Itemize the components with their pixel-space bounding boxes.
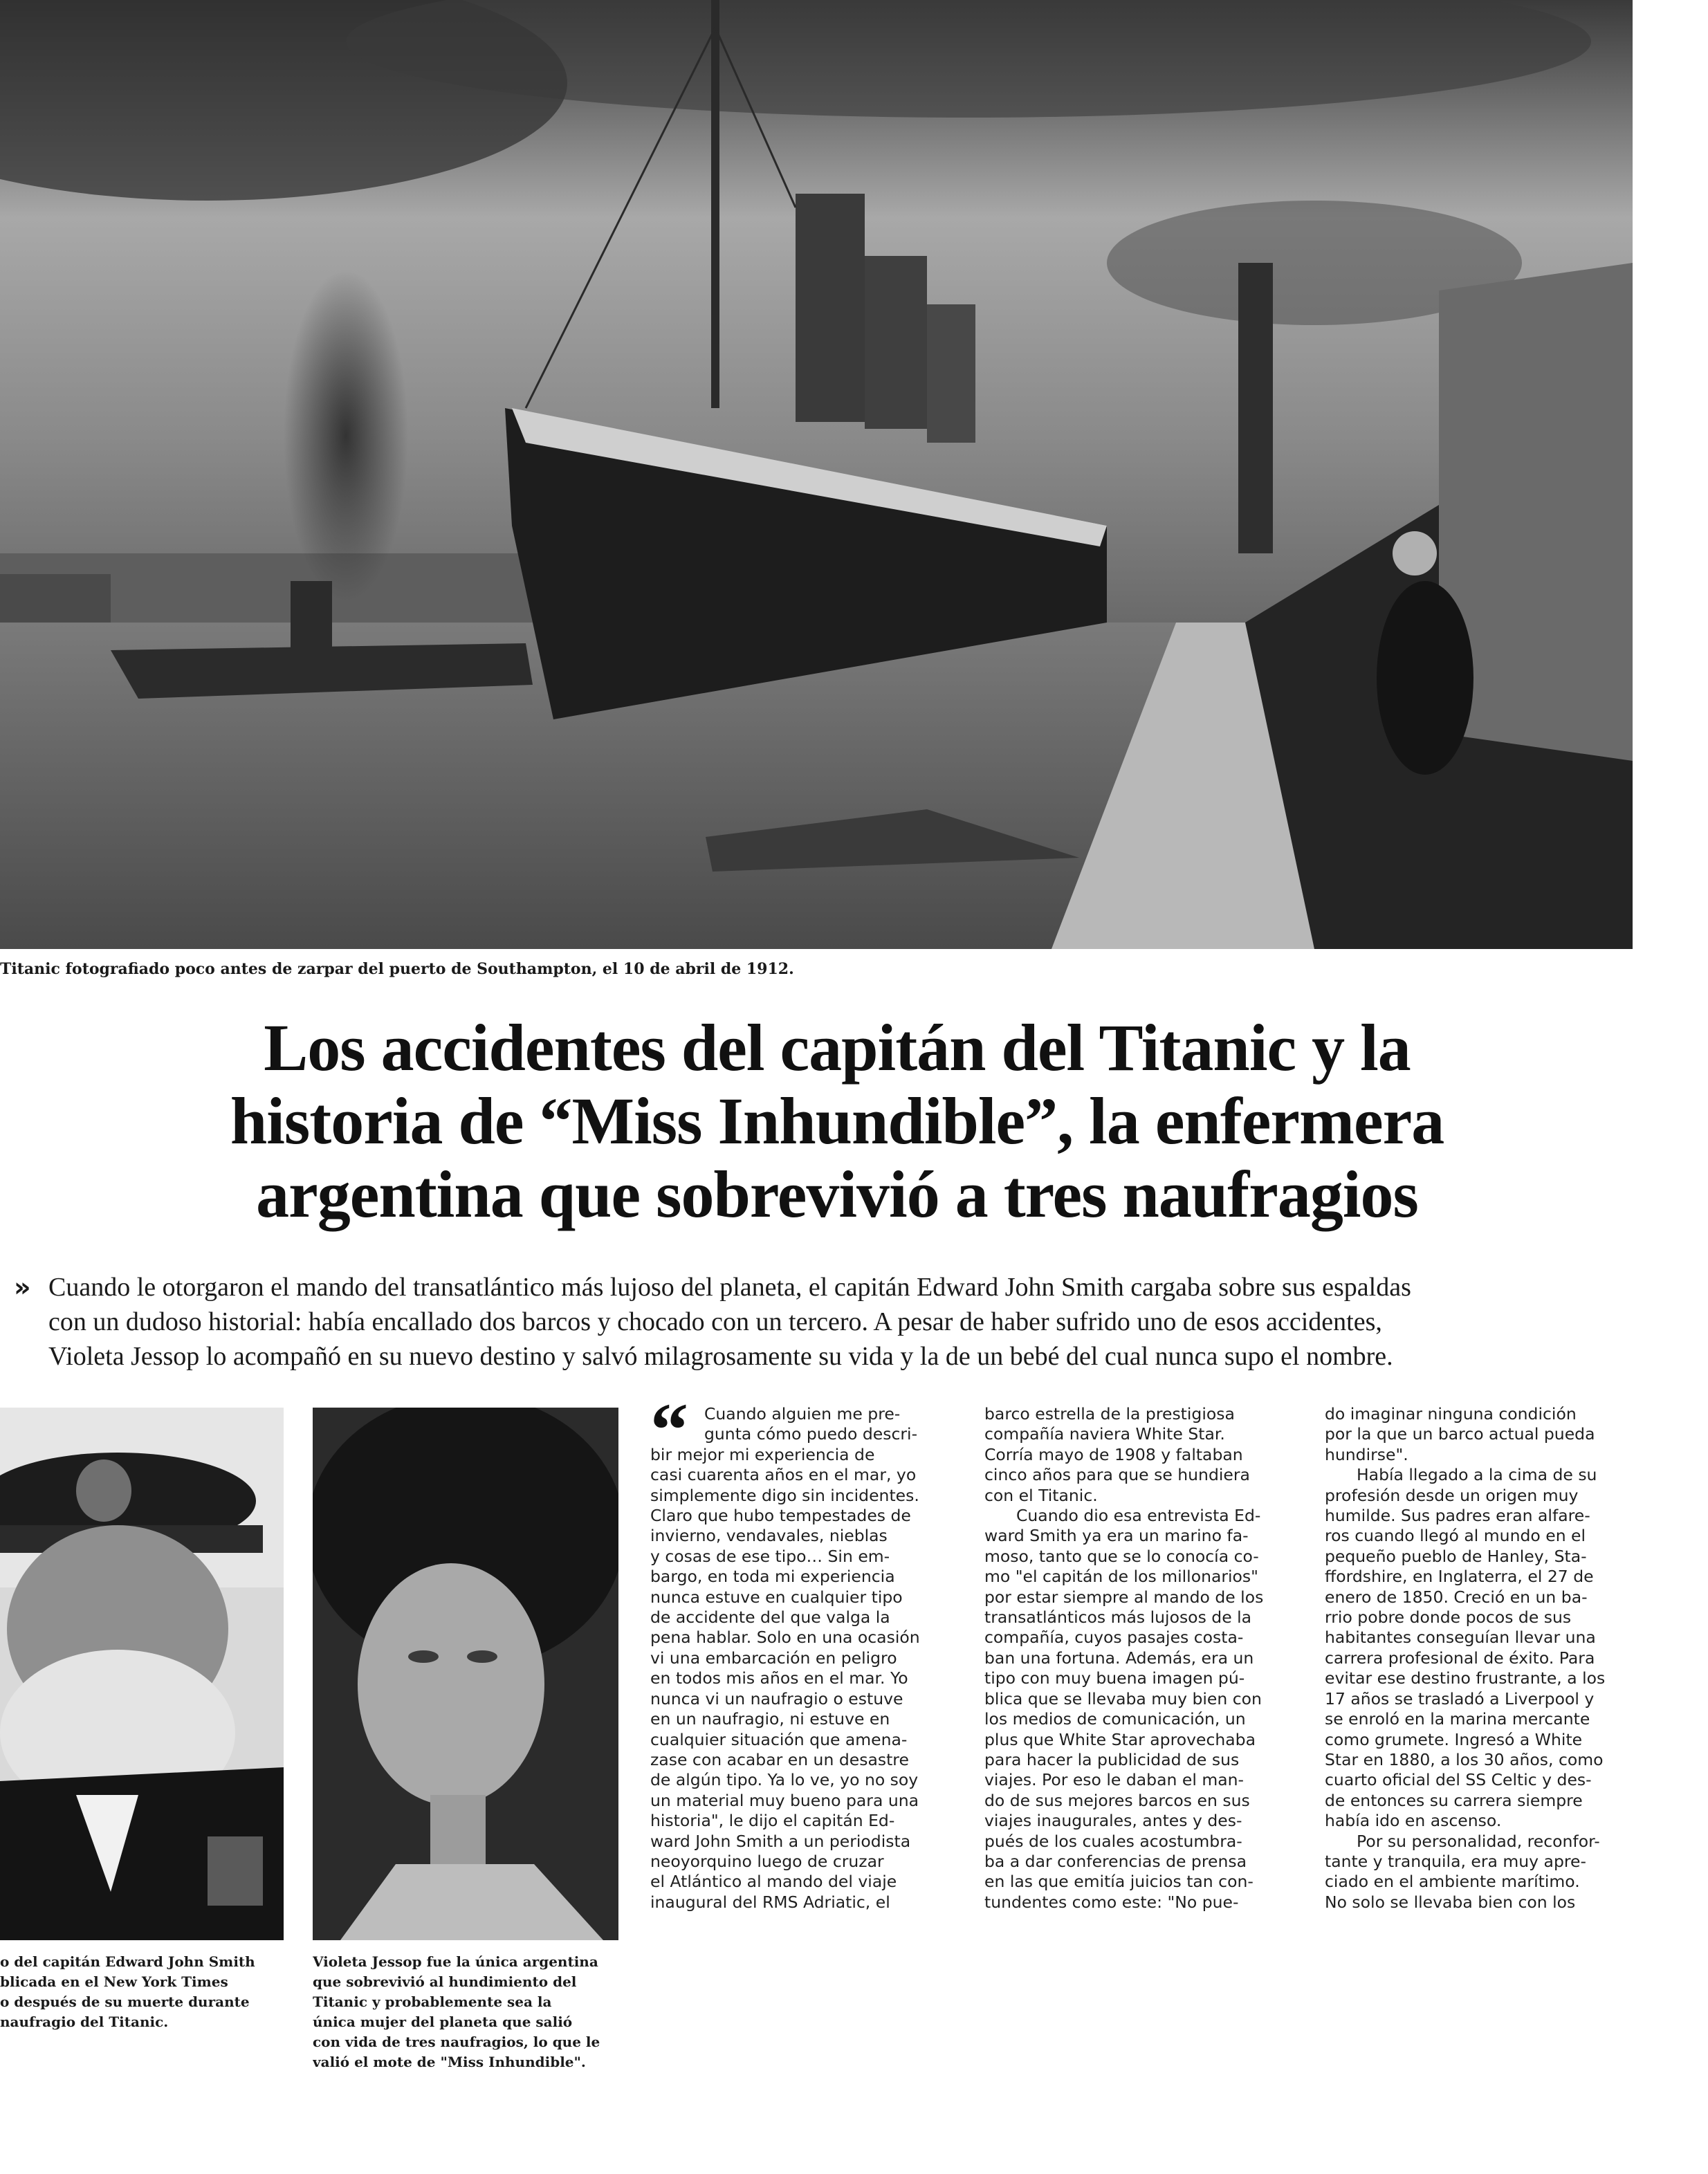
opening-quote-icon: “ [650, 1388, 688, 1472]
caption-smith-line: naufragio del Titanic. [0, 2014, 169, 2030]
body-line: con el Titanic. [984, 1485, 1098, 1505]
body-line: viajes. Por eso le daban el man- [984, 1770, 1244, 1790]
body-line: do de sus mejores barcos en sus [984, 1790, 1250, 1810]
body-line: como grumete. Ingresó a White [1325, 1729, 1583, 1749]
body-line: bir mejor mi experiencia de [650, 1444, 875, 1464]
body-line: neoyorquino luego de cruzar [650, 1851, 884, 1871]
body-line: cinco años para que se hundiera [984, 1465, 1250, 1485]
body-line: ward John Smith a un periodista [650, 1831, 911, 1851]
body-line: ros cuando llegó al mundo en el [1325, 1526, 1586, 1546]
body-line: barco estrella de la prestigiosa [984, 1404, 1235, 1424]
body-line: de algún tipo. Ya lo ve, yo no soy [650, 1770, 919, 1790]
headline-line-1: Los accidentes del capitán del Titanic y la [264, 1011, 1411, 1085]
body-line: ciado en el ambiente marítimo. [1325, 1872, 1580, 1892]
body-line: No solo se llevaba bien con los [1325, 1892, 1576, 1912]
body-line: Por su personalidad, reconfor- [1357, 1831, 1600, 1851]
body-line: habitantes conseguían llevar una [1325, 1628, 1596, 1648]
body-line: gunta cómo puedo descri- [704, 1424, 918, 1444]
body-line: se enroló en la marina mercante [1325, 1709, 1590, 1729]
body-line: Star en 1880, a los 30 años, como [1325, 1749, 1604, 1769]
violeta-jessop-illustration [313, 1408, 618, 1940]
body-line: para hacer la publicidad de sus [984, 1749, 1240, 1769]
body-line: Había llegado a la cima de su [1357, 1465, 1597, 1485]
hero-photo-illustration [0, 0, 1633, 949]
caption-violeta-line: Titanic y probablemente sea la [313, 1993, 552, 2010]
body-line: Claro que hubo tempestades de [650, 1506, 911, 1526]
body-line: casi cuarenta años en el mar, yo [650, 1465, 917, 1485]
body-line: pena hablar. Solo en una ocasión [650, 1628, 920, 1648]
caption-captain-smith [0, 1952, 285, 2032]
body-line: profesión desde un origen muy [1325, 1485, 1579, 1505]
caption-violeta-jessop [313, 1952, 621, 2072]
body-line: carrera profesional de éxito. Para [1325, 1648, 1595, 1668]
body-line: inaugural del RMS Adriatic, el [650, 1892, 890, 1912]
captain-smith-illustration [0, 1408, 284, 1940]
deck-line-2: con un dudoso historial: había encallado dos barcos y chocado con un tercero. A pesar de haber sufrido uno de esos accidentes, [48, 1307, 1382, 1336]
body-line: tipo con muy buena imagen pú- [984, 1668, 1245, 1688]
body-line: cuarto oficial del SS Celtic y des- [1325, 1770, 1592, 1790]
body-line: Corría mayo de 1908 y faltaban [984, 1444, 1243, 1464]
body-line: y cosas de ese tipo… Sin em- [650, 1546, 890, 1566]
caption-smith-line: o del capitán Edward John Smith [0, 1953, 255, 1970]
article-deck [14, 1270, 1646, 1374]
body-column-1 [650, 1404, 958, 1913]
body-line: plus que White Star aprovechaba [984, 1729, 1256, 1749]
body-line: simplemente digo sin incidentes. [650, 1485, 919, 1505]
body-line: tante y tranquila, era muy apre- [1325, 1851, 1586, 1871]
body-line: invierno, vendavales, nieblas [650, 1526, 888, 1546]
body-line: moso, tanto que se lo conocía co- [984, 1546, 1259, 1566]
body-line: cualquier situación que amena- [650, 1729, 908, 1749]
headline-line-2: historia de “Miss Inhundible”, la enfermera [230, 1084, 1444, 1158]
body-line: do imaginar ninguna condición [1325, 1404, 1577, 1424]
hero-photo-caption: Titanic fotografiado poco antes de zarpar del puerto de Southampton, el 10 de abril de 1912. [0, 960, 794, 978]
body-line: por estar siempre al mando de los [984, 1587, 1264, 1607]
caption-smith-line: o después de su muerte durante [0, 1993, 250, 2010]
body-line: ward Smith ya era un marino fa- [984, 1526, 1249, 1546]
body-line: había ido en ascenso. [1325, 1811, 1502, 1831]
body-line: zase con acabar en un desastre [650, 1749, 909, 1769]
body-line: nunca estuve en cualquier tipo [650, 1587, 903, 1607]
body-line: humilde. Sus padres eran alfare- [1325, 1506, 1590, 1526]
body-line: hundirse". [1325, 1444, 1408, 1464]
body-line: en un naufragio, ni estuve en [650, 1709, 890, 1729]
caption-violeta-line: que sobrevivió al hundimiento del [313, 1973, 577, 1990]
body-line: transatlánticos más lujosos de la [984, 1608, 1252, 1628]
body-line: viajes inaugurales, antes y des- [984, 1811, 1242, 1831]
body-line: historia", le dijo el capitán Ed- [650, 1811, 895, 1831]
caption-violeta-line: con vida de tres naufragios, lo que le [313, 2034, 600, 2050]
body-line: en todos mis años en el mar. Yo [650, 1668, 908, 1688]
body-line: tundentes como este: "No pue- [984, 1892, 1239, 1912]
body-line: compañía, cuyos pasajes costa- [984, 1628, 1244, 1648]
deck-arrow-icon: » [14, 1272, 31, 1302]
body-line: pués de los cuales acostumbra- [984, 1831, 1242, 1851]
body-line: nunca vi un naufragio o estuve [650, 1688, 903, 1708]
body-line: un material muy bueno para una [650, 1790, 919, 1810]
body-line: en las que emitía juicios tan con- [984, 1872, 1254, 1892]
body-line: por la que un barco actual pueda [1325, 1424, 1595, 1444]
body-line: ban una fortuna. Además, era un [984, 1648, 1254, 1668]
photo-captain-smith [0, 1408, 284, 1940]
body-line: de entonces su carrera siempre [1325, 1790, 1583, 1810]
body-line: mo "el capitán de los millonarios" [984, 1567, 1258, 1587]
caption-violeta-line: única mujer del planeta que salió [313, 2014, 573, 2030]
body-line: evitar ese destino frustrante, a los [1325, 1668, 1606, 1688]
body-line: de accidente del que valga la [650, 1608, 890, 1628]
body-line: ba a dar conferencias de prensa [984, 1851, 1247, 1871]
article-headline [90, 1011, 1584, 1231]
body-line: bargo, en toda mi experiencia [650, 1567, 895, 1587]
body-line: vi una embarcación en peligro [650, 1648, 897, 1668]
caption-violeta-line: Violeta Jessop fue la única argentina [313, 1953, 598, 1970]
hero-photo-titanic [0, 0, 1633, 949]
body-line: pequeño pueblo de Hanley, Sta- [1325, 1546, 1587, 1566]
deck-line-3: Violeta Jessop lo acompañó en su nuevo destino y salvó milagrosamente su vida y la de un bebé del cual nunca supo el nombre. [48, 1342, 1393, 1371]
body-line: compañía naviera White Star. [984, 1424, 1225, 1444]
body-line: Cuando alguien me pre- [704, 1404, 901, 1424]
deck-line-1: Cuando le otorgaron el mando del transatlántico más lujoso del planeta, el capitán Edward John Smith cargaba sobre sus espaldas [48, 1273, 1411, 1302]
body-column-3 [1325, 1404, 1633, 1913]
body-line: enero de 1850. Creció en un ba- [1325, 1587, 1588, 1607]
caption-smith-line: blicada en el New York Times [0, 1973, 228, 1990]
body-line: blica que se llevaba muy bien con [984, 1688, 1262, 1708]
body-line: Cuando dio esa entrevista Ed- [1016, 1506, 1261, 1526]
body-line: rrio pobre donde pocos de sus [1325, 1608, 1572, 1628]
body-column-2 [984, 1404, 1294, 1913]
body-line: ffordshire, en Inglaterra, el 27 de [1325, 1567, 1594, 1587]
body-line: 17 años se trasladó a Liverpool y [1325, 1688, 1595, 1708]
photo-violeta-jessop [313, 1408, 618, 1940]
headline-line-3: argentina que sobrevivió a tres naufragios [256, 1157, 1418, 1231]
body-line: los medios de comunicación, un [984, 1709, 1246, 1729]
caption-violeta-line: valió el mote de "Miss Inhundible". [313, 2054, 586, 2070]
body-line: el Atlántico al mando del viaje [650, 1872, 897, 1892]
